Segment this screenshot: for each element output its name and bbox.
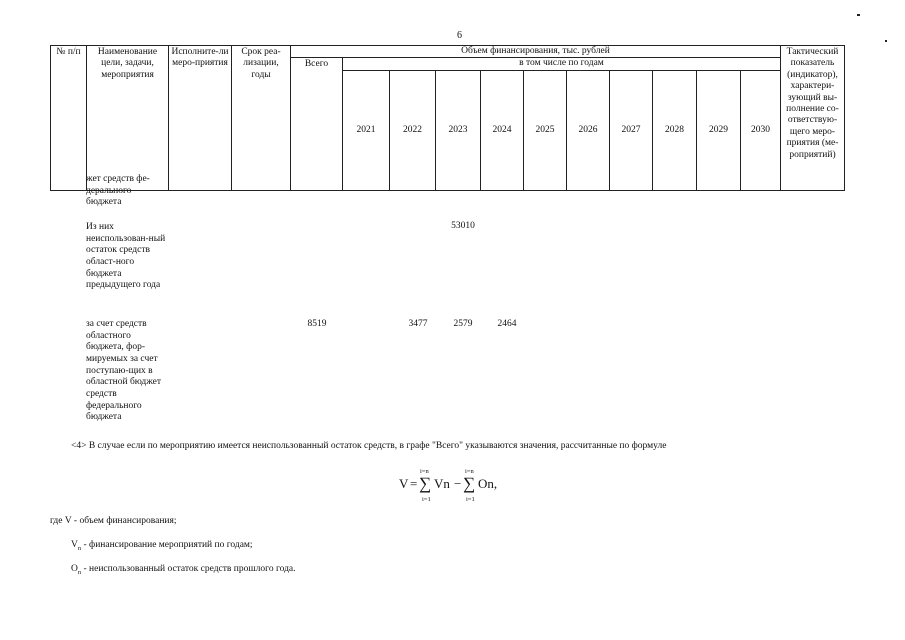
vn-text: - финансирование мероприятий по годам; [81,540,253,550]
row-label: Из них неиспользован-ный остаток средств област-ного бюджета предыдущего года [86,222,166,291]
row-label: за счет средств областного бюджета, фор-мируемых за счет поступаю-щих в областной бюджет средств федерального бюджета [86,319,162,423]
formula-lhs: V [399,476,409,491]
footnote-4: <4> В случае если по мероприятию имеется неиспользованный остаток средств, в графе "Всего" указываются значения, рассчитанные по формуле [71,441,667,451]
year-header: 2026 [567,70,610,190]
year-header: 2030 [741,70,781,190]
cell-2023: 53010 [451,221,475,231]
col-indicator-header: Тактический показатель (индикатор), характери-зующий вы-полнение со-ответствую-щего меро-приятия (ме-роприятий) [781,46,845,191]
formula-lower-limit: i=1 [422,496,431,503]
cell-2024: 2464 [497,319,517,329]
page-number: 6 [457,30,462,41]
col-executor-header: Исполните-ли меро-приятия [169,46,232,191]
sum-sign: ∑ [463,474,476,493]
funding-table-header [50,45,845,191]
year-header: 2021 [343,70,390,190]
column-border [290,170,291,174]
on-subscript: n [77,568,82,576]
on-text: - неиспользованный остаток средств прошлого года. [81,564,296,574]
year-header: 2027 [610,70,653,190]
formula-lower-limit: i=1 [466,496,475,503]
cell-2022: 3477 [408,319,428,329]
col-no-header: № п/п [51,46,87,191]
col-term-header: Срок реа-лизации, годы [232,46,291,191]
col-total-header: Всего [291,58,343,190]
year-header: 2028 [653,70,697,190]
formula-minus: − [454,476,462,491]
formula-upper-limit: i=n [465,468,474,475]
column-border [231,170,232,174]
cell-2023: 2579 [453,319,473,329]
vn-symbol: V [71,540,78,550]
column-border [50,170,51,174]
sum-sign: ∑ [419,474,432,493]
definition-v: где V - объем финансирования; [50,516,177,526]
scan-speck [857,14,860,16]
formula-term-vn: Vn [434,476,450,491]
year-header: 2022 [390,70,436,190]
col-by-years-header: в том числе по годам [343,58,781,70]
definition-on [71,564,296,577]
year-header: 2023 [436,70,481,190]
formula [397,468,507,508]
row-label: жет средств фе-дерального бюджета [86,174,150,208]
year-header: 2029 [697,70,741,190]
vn-subscript: n [77,544,82,552]
formula-term-on: On, [478,476,498,491]
column-border [168,170,169,174]
definition-vn [71,540,253,553]
scan-speck [885,40,887,42]
formula-eq: = [410,476,418,491]
col-name-header: Наименование цели, задачи, мероприятия [87,46,169,191]
cell-total: 8519 [307,319,327,329]
year-header: 2024 [481,70,524,190]
col-funding-header: Объем финансирования, тыс. рублей [291,46,781,58]
year-header: 2025 [524,70,567,190]
on-symbol: O [71,564,78,574]
formula-upper-limit: i=n [420,468,429,475]
